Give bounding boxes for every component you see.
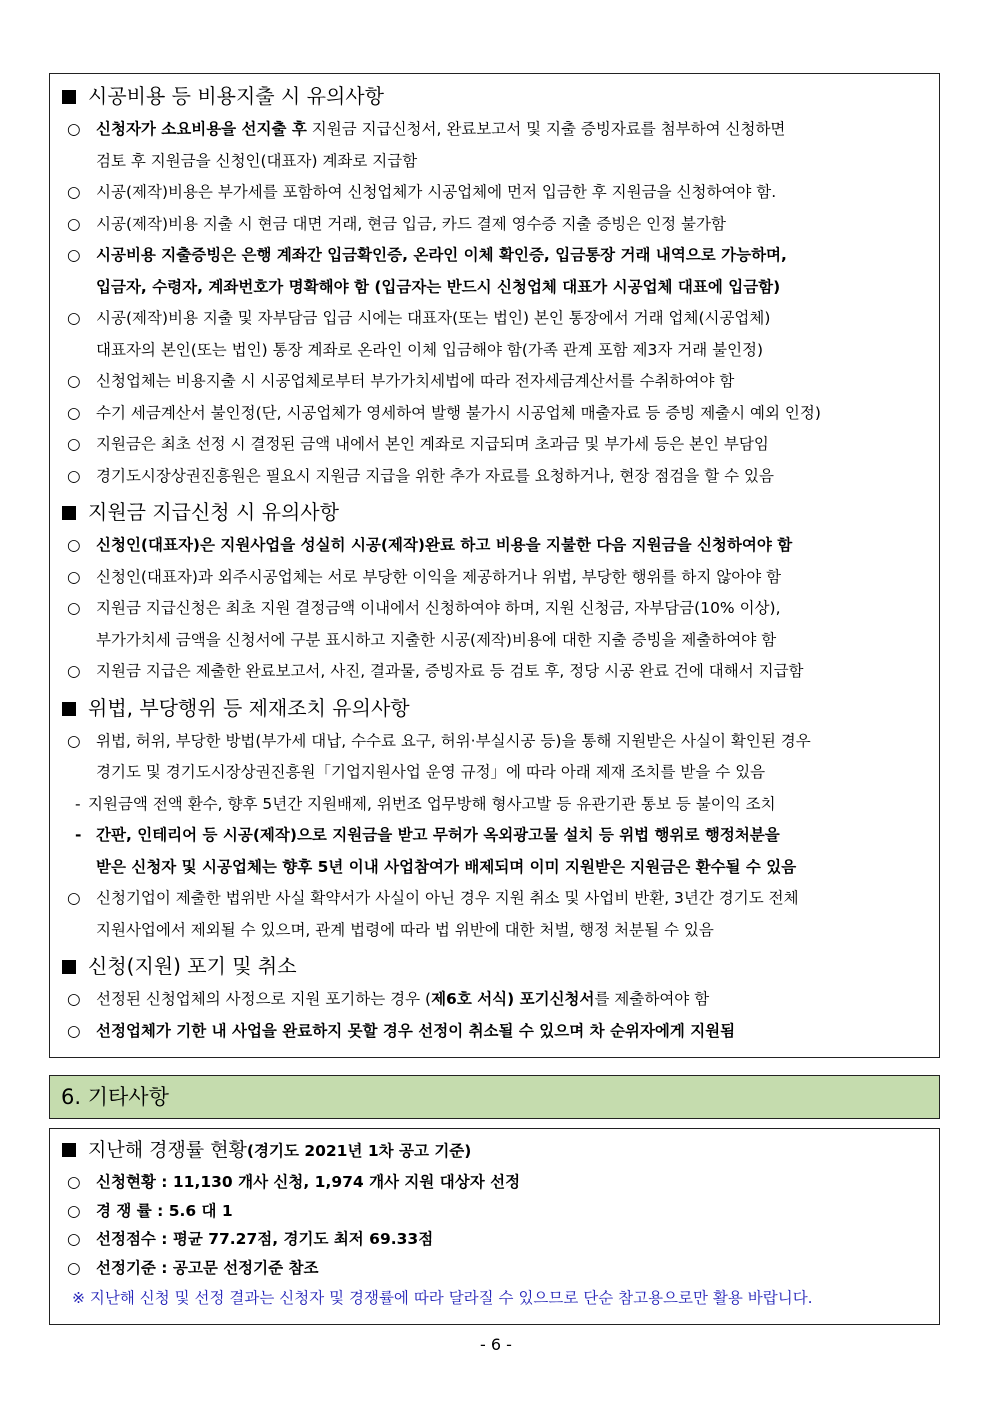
competition-item: ○ 신청현황 : 11,130 개사 신청, 1,974 개사 지원 대상자 선정 [50, 1168, 939, 1197]
circle-bullet-icon: ○ [67, 403, 81, 422]
circle-bullet-icon: ○ [67, 183, 81, 201]
list-item: ○ 선정된 신청업체의 사정으로 지원 포기하는 경우 (제6호 서식) 포기신청서를 제출하여야 함 [50, 984, 939, 1016]
circle-bullet-icon: ○ [67, 372, 81, 390]
list-item: ○ 신청자가 소요비용을 선지출 후 지원금 지급신청서, 완료보고서 및 지출 증빙자료를 첨부하여 신청하면 검토 후 지원금을 신청인(대표자) 계좌로 지급함 [50, 114, 939, 177]
list-item: ○ 선정업체가 기한 내 사업을 완료하지 못할 경우 선정이 취소될 수 있으며 차 순위자에게 지원됨 [50, 1016, 939, 1048]
circle-bullet-icon: ○ [67, 1230, 81, 1248]
square-bullet-icon [62, 702, 76, 716]
square-bullet-icon [62, 1143, 76, 1157]
competition-box [49, 1128, 940, 1325]
dash-list-item: - 지원금액 전액 환수, 향후 5년간 지원배제, 위번조 업무방해 형사고발 등 유관기관 통보 등 불이익 조치 [50, 789, 939, 821]
circle-bullet-icon: ○ [67, 1173, 81, 1191]
section-heading-sanction: 위법, 부당행위 등 제재조치 유의사항 [50, 690, 939, 726]
list-item: ○ 시공(제작)비용은 부가세를 포함하여 신청업체가 시공업체에 먼저 입금한 후 지원금을 신청하여야 함. [50, 177, 939, 209]
circle-bullet-icon: ○ [67, 214, 81, 233]
competition-item: ○ 선정기준 : 공고문 선정기준 참조 [50, 1254, 939, 1283]
list-item: ○ 지원금 지급은 제출한 완료보고서, 사진, 결과물, 증빙자료 등 검토 후, 정당 시공 완료 건에 대해서 지급함 [50, 656, 939, 688]
list-item: ○ 지원금은 최초 선정 시 결정된 금액 내에서 본인 계좌로 지급되며 초과금 및 부가세 등은 본인 부담임 [50, 429, 939, 461]
circle-bullet-icon: ○ [67, 466, 81, 485]
circle-bullet-icon: ○ [67, 990, 81, 1008]
circle-bullet-icon: ○ [67, 889, 81, 907]
competition-item: ○ 경 쟁 률 : 5.6 대 1 [50, 1197, 939, 1226]
list-item: ○ 경기도시장상권진흥원은 필요시 지원금 지급을 위한 추가 자료를 요청하거나, 현장 점검을 할 수 있음 [50, 461, 939, 493]
dash-bullet: - [75, 794, 81, 813]
circle-bullet-icon: ○ [67, 1201, 81, 1220]
section-6-header: 6. 기타사항 [49, 1075, 940, 1119]
circle-bullet-icon: ○ [67, 1021, 81, 1040]
list-item: ○ 수기 세금계산서 불인정(단, 시공업체가 영세하여 발행 불가시 시공업체 매출자료 등 증빙 제출시 예외 인정) [50, 398, 939, 430]
square-bullet-icon [62, 90, 76, 104]
circle-bullet-icon: ○ [67, 599, 81, 617]
guidelines-box [49, 73, 940, 1058]
page-number: - 6 - [480, 1335, 512, 1354]
square-bullet-icon [62, 506, 76, 520]
competition-heading: 지난해 경쟁률 현황(경기도 2021년 1차 공고 기준) [50, 1133, 939, 1168]
list-item: ○ 신청인(대표자)과 외주시공업체는 서로 부당한 이익을 제공하거나 위법, 부당한 행위를 하지 않아야 함 [50, 562, 939, 594]
list-item: ○ 신청인(대표자)은 지원사업을 성실히 시공(제작)완료 하고 비용을 지불한 다음 지원금을 신청하여야 함 [50, 530, 939, 562]
circle-bullet-icon: ○ [67, 120, 81, 138]
list-item: ○ 시공(제작)비용 지출 및 자부담금 입금 시에는 대표자(또는 법인) 본인 통장에서 거래 업체(시공업체) 대표자의 본인(또는 법인) 통장 계좌로 온라인 이체 입금해야 함(가족 관계 포함 제3자 거래 불인정) [50, 303, 939, 366]
circle-bullet-icon: ○ [67, 309, 81, 327]
circle-bullet-icon: ○ [67, 536, 81, 554]
section-heading-cancel: 신청(지원) 포기 및 취소 [50, 948, 939, 984]
competition-item: ○ 선정점수 : 평균 77.27점, 경기도 최저 69.33점 [50, 1225, 939, 1254]
circle-bullet-icon: ○ [67, 731, 81, 750]
reference-note: ※ 지난해 신청 및 선정 결과는 신청자 및 경쟁률에 따라 달라질 수 있으므로 단순 참고용으로만 활용 바랍니다. [72, 1289, 813, 1307]
circle-bullet-icon: ○ [67, 246, 81, 264]
list-item: ○ 지원금 지급신청은 최초 지원 결정금액 이내에서 신청하여야 하며, 지원 신청금, 자부담금(10% 이상), 부가가치세 금액을 신청서에 구분 표시하고 지출한 시공(제작)비용에 대한 지출 증빙을 제출하여야 함 [50, 593, 939, 656]
list-item: ○ 위법, 허위, 부당한 방법(부가세 대납, 수수료 요구, 허위·부실시공 등)을 통해 지원받은 사실이 확인된 경우 경기도 및 경기도시장상권진흥원「기업지원사업 운영 규정」에 따라 아래 제재 조치를 받을 수 있음 [50, 726, 939, 789]
circle-bullet-icon: ○ [67, 567, 81, 586]
section-heading-cost: 시공비용 등 비용지출 시 유의사항 [50, 78, 939, 114]
square-bullet-icon [62, 960, 76, 974]
dash-bullet: - [75, 826, 82, 844]
circle-bullet-icon: ○ [67, 1258, 81, 1277]
section-heading-payment: 지원금 지급신청 시 유의사항 [50, 494, 939, 530]
dash-list-item: - 간판, 인테리어 등 시공(제작)으로 지원금을 받고 무허가 옥외광고물 설치 등 위법 행위로 행정처분을 받은 신청자 및 시공업체는 향후 5년 이내 사업참여가 배제되며 이미 지원받은 지원금은 환수될 수 있음 [50, 820, 939, 883]
list-item: ○ 신청업체는 비용지출 시 시공업체로부터 부가가치세법에 따라 전자세금계산서를 수취하여야 함 [50, 366, 939, 398]
circle-bullet-icon: ○ [67, 435, 81, 453]
list-item: ○ 신청기업이 제출한 법위반 사실 확약서가 사실이 아닌 경우 지원 취소 및 사업비 반환, 3년간 경기도 전체 지원사업에서 제외될 수 있으며, 관계 법령에 따라 법 위반에 대한 처벌, 행정 처분될 수 있음 [50, 883, 939, 946]
list-item: ○ 시공(제작)비용 지출 시 현금 대면 거래, 현금 입금, 카드 결제 영수증 지출 증빙은 인정 불가함 [50, 209, 939, 241]
list-item: ○ 시공비용 지출증빙은 은행 계좌간 입금확인증, 온라인 이체 확인증, 입금통장 거래 내역으로 가능하며, 입금자, 수령자, 계좌번호가 명확해야 함 (입금자는 반드시 신청업체 대표가 시공업체 대표에 입금함) [50, 240, 939, 303]
circle-bullet-icon: ○ [67, 662, 81, 680]
